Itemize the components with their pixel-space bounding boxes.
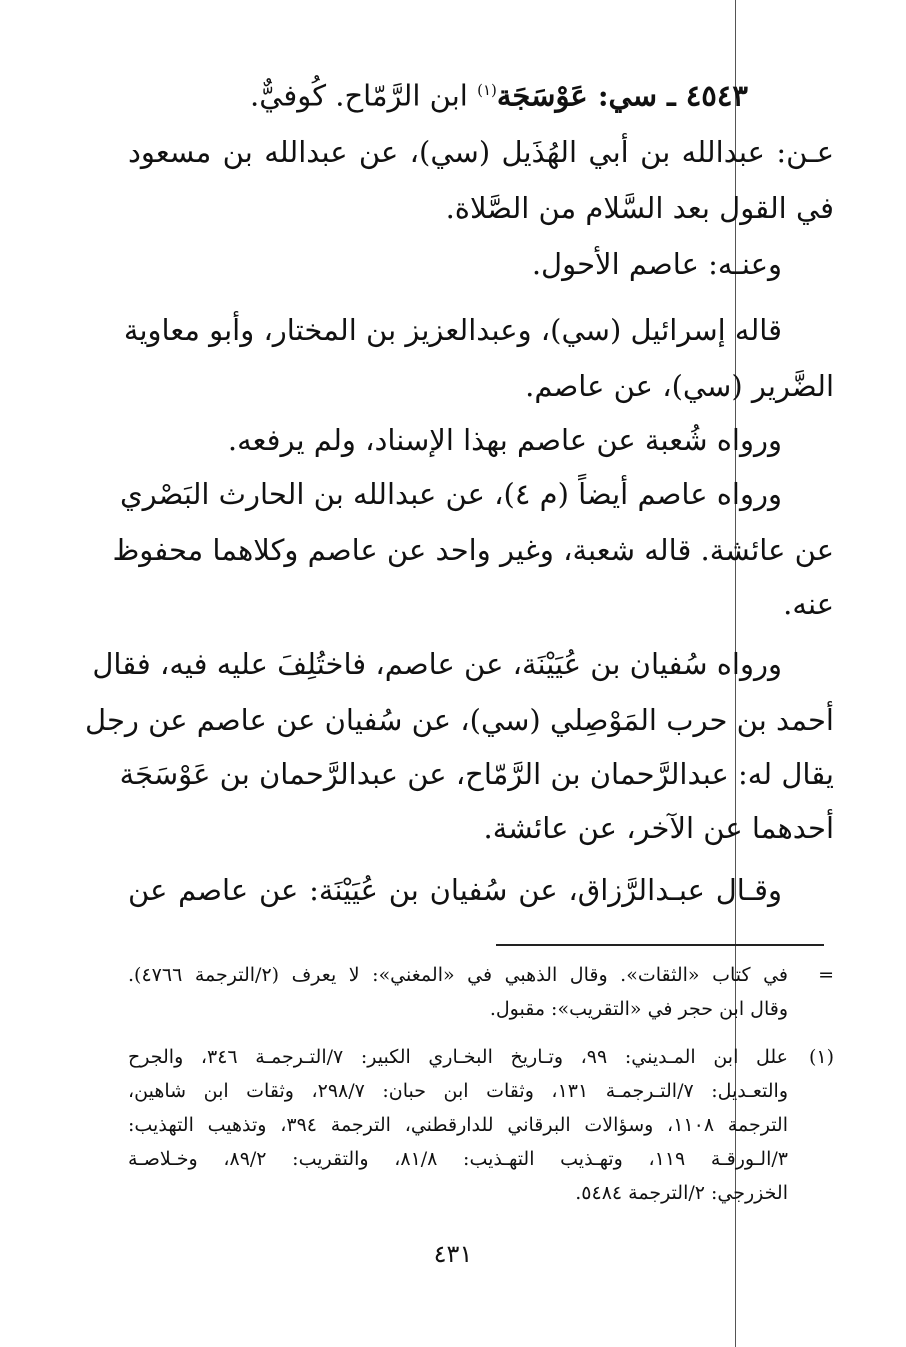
body-line: ورواه شُعبة عن عاصم بهذا الإسناد، ولم يرفعه. xyxy=(227,423,782,457)
footnote-line: الترجمة ١١٠٨، وسؤالات البرقاني للدارقطني، الترجمة ٣٩٤، وتذهيب التهذيب: xyxy=(128,1114,788,1136)
body-line: ورواه سُفيان بن عُيَيْنَة، عن عاصم، فاختُلِفَ عليه فيه، فقال xyxy=(92,647,782,681)
entry-heading-rest: ابن الرَّمّاح. كُوفيٌّ. xyxy=(249,78,478,113)
body-line: أحدهما عن الآخر، عن عائشة. xyxy=(483,811,834,845)
footnote-line: علل ابن المـديني: ٩٩، وتـاريخ البخـاري الكبير: ٧/التـرجمـة ٣٤٦، والجرح xyxy=(128,1046,788,1068)
page-number: ٤٣١ xyxy=(433,1240,473,1268)
body-line: عـن: عبدالله بن أبي الهُذَيل (سي)، عن عبدالله بن مسعود xyxy=(128,135,834,169)
footnote-line: وقال ابن حجر في «التقريب»: مقبول. xyxy=(489,998,788,1020)
footnote-continuation-marker: = xyxy=(818,964,834,986)
footnote-line: ٣/الـورقـة ١١٩، وتهـذيب التهـذيب: ٨١/٨، والتقريب: ٨٩/٢، وخـلاصـة xyxy=(128,1148,788,1170)
body-line: عن عائشة. قاله شعبة، وغير واحد عن عاصم وكلاهما محفوظ xyxy=(112,533,834,567)
entry-heading xyxy=(128,64,834,116)
footnote-separator xyxy=(496,944,824,946)
body-line: قاله إسرائيل (سي)، وعبدالعزيز بن المختار، وأبو معاوية xyxy=(123,313,782,347)
footnote-line: الخزرجي: ٢/الترجمة ٥٤٨٤. xyxy=(575,1182,788,1204)
footnote-line: في كتاب «الثقات». وقال الذهبي في «المغني»: لا يعرف (٢/الترجمة ٤٧٦٦). xyxy=(128,964,788,986)
body-line: ورواه عاصم أيضاً (م ٤)، عن عبدالله بن الحارث البَصْري xyxy=(119,477,782,511)
body-line: أحمد بن حرب المَوْصِلي (سي)، عن سُفيان عن عاصم عن رجل xyxy=(85,703,834,737)
body-line: عنه. xyxy=(783,587,834,621)
footnote-1-marker: (١) xyxy=(808,1046,834,1068)
body-line: وقـال عبـدالرَّزاق، عن سُفيان بن عُيَيْنَة: عن عاصم عن xyxy=(128,873,782,907)
body-line: وعنـه: عاصم الأحول. xyxy=(531,247,782,281)
footnote-line: والتعـديل: ٧/التـرجمـة ١٣١، وثقات ابن حبان: ٢٩٨/٧، وثقات ابن شاهين، xyxy=(128,1080,788,1102)
body-line: يقال له: عبدالرَّحمان بن الرَّمّاح، عن عبدالرَّحمان بن عَوْسَجَة xyxy=(119,757,834,791)
body-line: في القول بعد السَّلام من الصَّلاة. xyxy=(445,191,834,225)
entry-heading-title: ٤٥٤٣ ـ سي: عَوْسَجَة xyxy=(496,78,748,113)
footnote-reference: (١) xyxy=(477,81,497,99)
body-line: الضَّرير (سي)، عن عاصم. xyxy=(525,369,834,403)
